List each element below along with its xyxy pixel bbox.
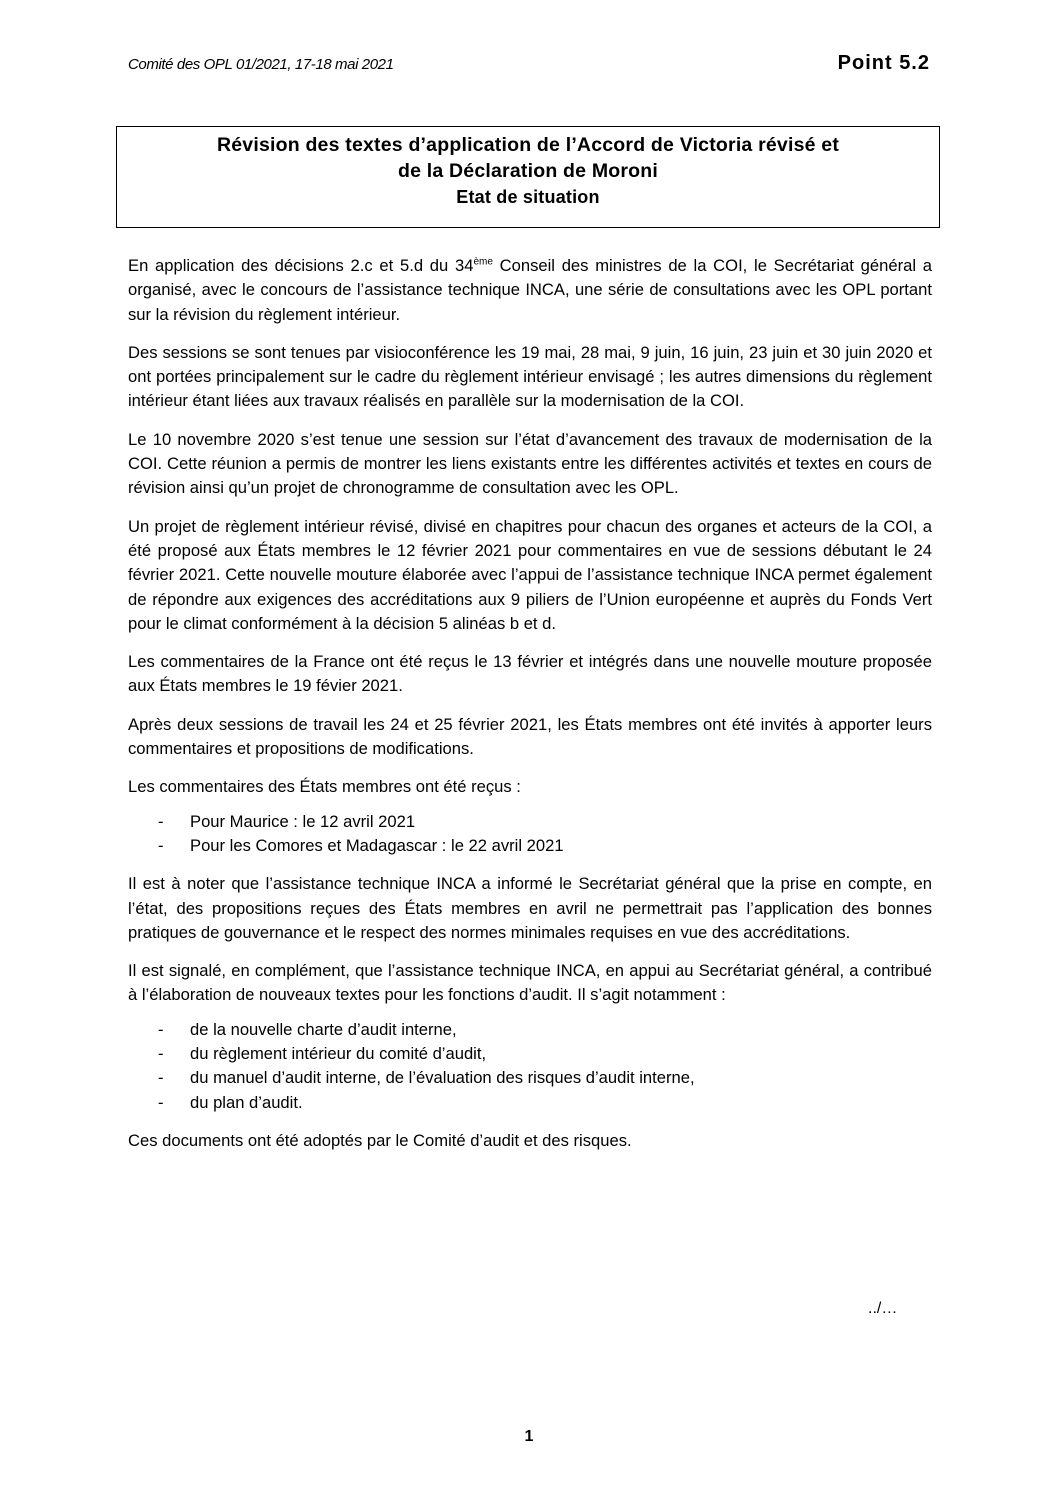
document-body xyxy=(128,254,932,1167)
paragraph-5: Les commentaires de la France ont été reçus le 13 février et intégrés dans une nouvelle mouture proposée aux États membres le 19 févier 2021. xyxy=(128,652,932,696)
title-line-1: Révision des textes d’application de l’Accord de Victoria révisé et xyxy=(216,134,840,156)
page-number: 1 xyxy=(524,1428,534,1445)
list-item: - du manuel d’audit interne, de l’évaluation des risques d’audit interne, xyxy=(128,1066,932,1090)
title-box xyxy=(116,126,940,228)
continued-marker: ../… xyxy=(868,1300,898,1317)
title-line-2: de la Déclaration de Moroni xyxy=(397,160,659,182)
paragraph-10: Ces documents ont été adoptés par le Comité d’audit et des risques. xyxy=(128,1130,632,1150)
superscript: ème xyxy=(473,256,493,268)
audit-texts-list xyxy=(128,1018,932,1115)
paragraph-1-text-a: En application des décisions 2.c et 5.d du 34 xyxy=(128,256,474,275)
meeting-reference: Comité des OPL 01/2021, 17-18 mai 2021 xyxy=(128,56,394,73)
list-item: - du plan d’audit. xyxy=(128,1091,932,1115)
paragraph-6: Après deux sessions de travail les 24 et 25 février 2021, les États membres ont été invités à apporter leurs commentaires et propositions de modifications. xyxy=(128,714,932,759)
paragraph-1-text-b: Conseil des ministres de la COI, le Secrétariat général a organisé, avec le concours de l’assistance technique INCA, une série de consultations avec les OPL portant sur la révision du règlement intérieur. xyxy=(128,256,932,324)
paragraph-9: Il est signalé, en complément, que l’assistance technique INCA, en appui au Secrétariat général, a contribué à l’élaboration de nouveaux textes pour les fonctions d’audit. Il s’agit notamment : xyxy=(128,961,932,1005)
list-item: - de la nouvelle charte d’audit interne, xyxy=(128,1018,932,1042)
comments-received-list xyxy=(128,810,932,859)
agenda-item-label: Point 5.2 xyxy=(837,52,930,74)
paragraph-7: Les commentaires des États membres ont été reçus : xyxy=(128,777,521,797)
list-item: - Pour Maurice : le 12 avril 2021 xyxy=(128,810,932,834)
paragraph-1 xyxy=(128,254,932,327)
paragraph-4: Un projet de règlement intérieur révisé, divisé en chapitres pour chacun des organes et acteurs de la COI, a été proposé aux États membres le 12 février 2021 pour commentaires en vue de sessions débutant le 24 février 2021. Cette nouvelle mouture élaborée avec l’appui de l’assistance technique INCA permet également de répondre aux exigences des accréditations aux 9 piliers de l’Union européenne et auprès du Fonds Vert pour le climat conformément à la décision 5 alinéas b et d. xyxy=(128,516,932,633)
list-item: - Pour les Comores et Madagascar : le 22 avril 2021 xyxy=(128,834,932,858)
paragraph-3: Le 10 novembre 2020 s’est tenue une session sur l’état d’avancement des travaux de modernisation de la COI. Cette réunion a permis de montrer les liens existants entre les différentes activités et textes en cours de révision ainsi qu’un projet de chronogramme de consultation avec les OPL. xyxy=(128,429,932,498)
paragraph-2: Des sessions se sont tenues par visioconférence les 19 mai, 28 mai, 9 juin, 16 juin, 23 juin et 30 juin 2020 et ont portées principalement sur le cadre du règlement intérieur envisagé ; les autres dimensions du règlement intérieur étant liées aux travaux réalisés en parallèle sur la modernisation de la COI. xyxy=(128,342,932,411)
list-item: - du règlement intérieur du comité d’audit, xyxy=(128,1042,932,1066)
title-subtitle: Etat de situation xyxy=(456,187,600,207)
paragraph-8: Il est à noter que l’assistance technique INCA a informé le Secrétariat général que la prise en compte, en l’état, des propositions reçues des États membres en avril ne permettrait pas l’application des bonnes pratiques de gouvernance et le respect des normes minimales requises en vue des accréditations. xyxy=(128,874,932,942)
